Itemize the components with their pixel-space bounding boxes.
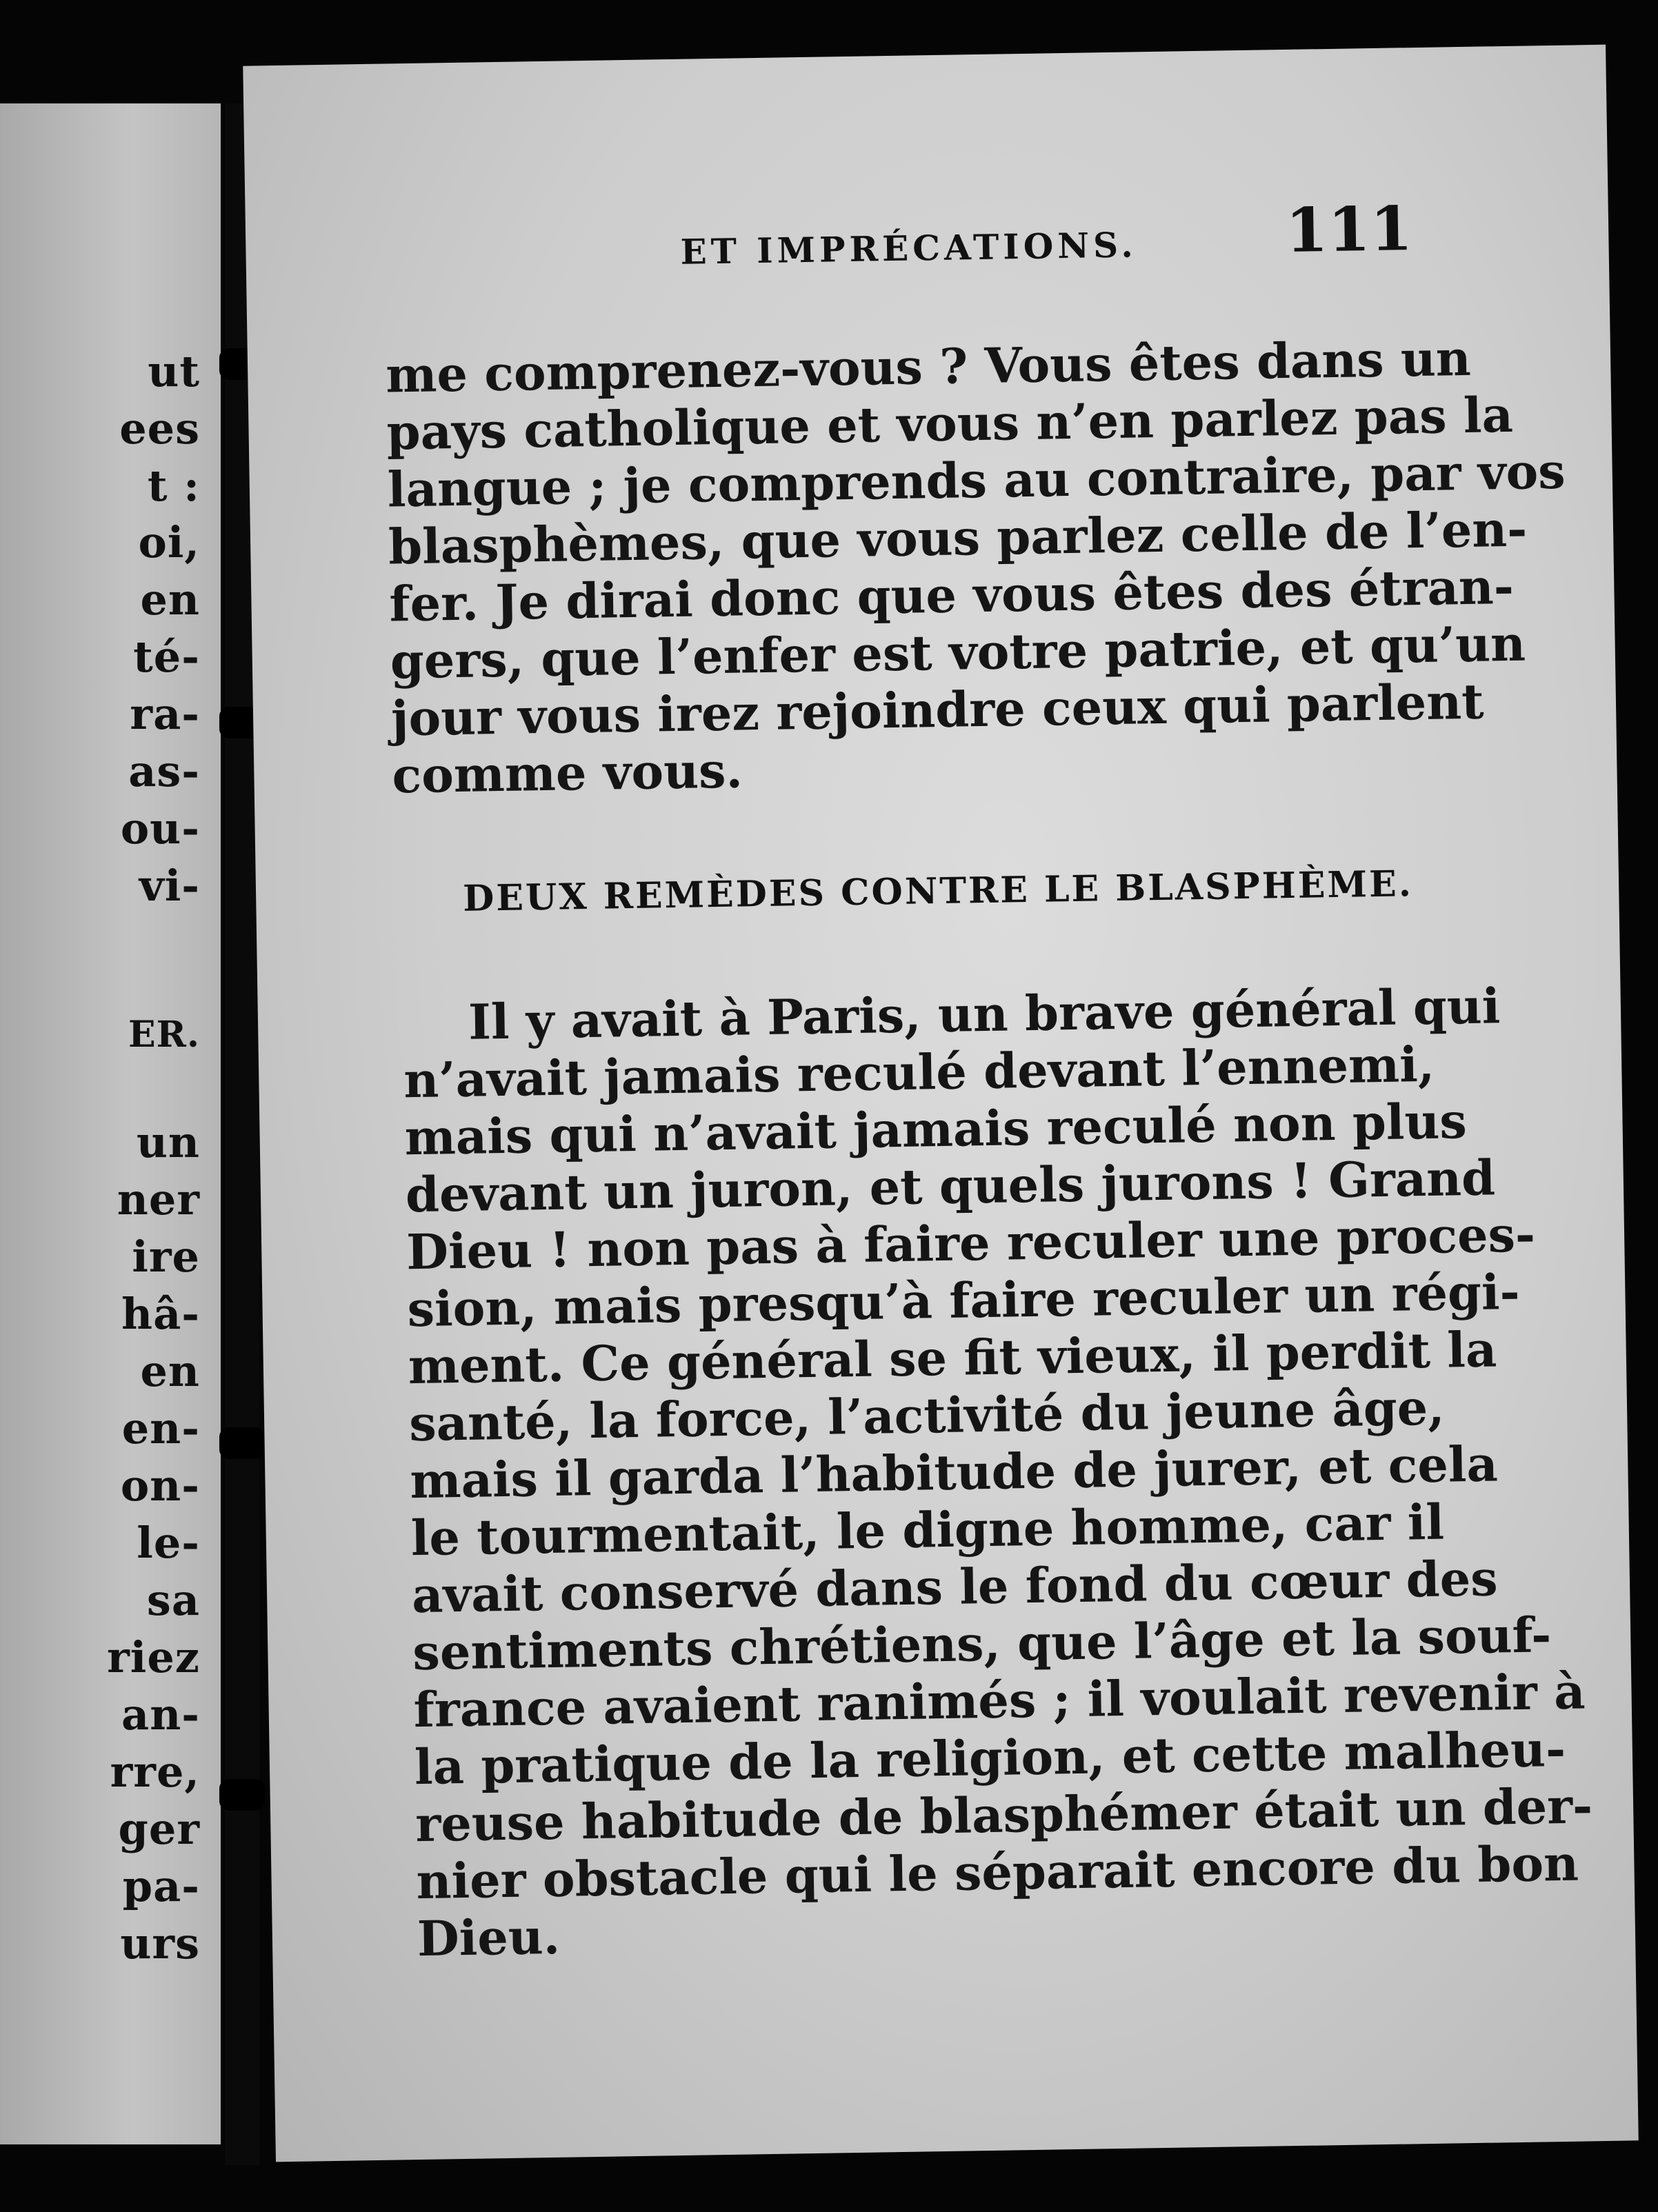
left-page-text-fragments xyxy=(0,103,221,2144)
text-line: avait conservé dans le fond du cœur des xyxy=(411,1549,1499,1625)
left-fragment: rre, xyxy=(110,1747,200,1797)
text-line: langue ; je comprends au contraire, par vos xyxy=(387,442,1566,519)
left-fragment: riez xyxy=(107,1632,200,1682)
left-fragment: t : xyxy=(147,461,200,511)
text-line: la pratique de la religion, et cette malheu- xyxy=(414,1720,1566,1796)
left-fragment: oi, xyxy=(138,517,200,567)
left-fragment: hâ- xyxy=(121,1289,200,1339)
text-line: sentiments chrétiens, que l’âge et la souf- xyxy=(412,1606,1552,1682)
left-fragment: vi- xyxy=(139,861,200,911)
left-fragment: ire xyxy=(132,1231,200,1282)
left-page xyxy=(0,103,221,2144)
page-number: 111 xyxy=(1285,192,1413,266)
left-fragment: ees xyxy=(119,403,200,454)
text-line: Dieu. xyxy=(417,1907,561,1968)
left-fragment: on- xyxy=(120,1460,200,1511)
text-line: santé, la force, l’activité du jeune âge, xyxy=(408,1378,1446,1453)
running-head: ET IMPRÉCATIONS. xyxy=(680,224,1138,272)
text-line: gers, que l’enfer est votre patrie, et qu’un xyxy=(390,614,1526,690)
left-fragment: as- xyxy=(128,746,200,796)
section-title: DEUX REMÈDES CONTRE LE BLASPHÈME. xyxy=(462,863,1414,920)
left-fragment: sa xyxy=(146,1575,200,1625)
text-line: pays catholique et vous n’en parlez pas la xyxy=(386,385,1514,461)
left-fragment: le- xyxy=(137,1518,200,1568)
text-line: mais il garda l’habitude de jurer, et cela xyxy=(409,1435,1499,1510)
text-line: reuse habitude de blasphémer était un der- xyxy=(415,1777,1593,1853)
text-line: nier obstacle qui le séparait encore du bon xyxy=(415,1834,1579,1911)
left-fragment: ou- xyxy=(120,803,200,854)
left-fragment: ner xyxy=(117,1174,200,1225)
left-fragment: en xyxy=(140,574,200,625)
left-fragment: ER. xyxy=(128,1014,200,1056)
text-line: Dieu ! non pas à faire reculer une proces- xyxy=(406,1205,1536,1281)
left-fragment: en- xyxy=(121,1403,200,1454)
left-fragment: en xyxy=(140,1346,200,1396)
text-line: comme vous. xyxy=(391,741,743,805)
left-fragment: urs xyxy=(120,1918,200,1969)
text-line: n’avait jamais reculé devant l’ennemi, xyxy=(403,1035,1435,1109)
left-fragment: ut xyxy=(148,346,200,396)
text-line: sion, mais presqu’à faire reculer un régi- xyxy=(406,1263,1521,1338)
left-fragment: té- xyxy=(133,632,200,682)
left-fragment: un xyxy=(136,1117,200,1167)
text-line: blasphèmes, que vous parlez celle de l’en- xyxy=(388,500,1528,576)
binding-stitch xyxy=(219,1427,265,1459)
text-line: fer. Je dirai donc que vous êtes des étran- xyxy=(388,557,1515,633)
text-line: me comprenez-vous ? Vous êtes dans un xyxy=(385,329,1472,404)
text-line: ment. Ce général se fit vieux, il perdit la xyxy=(408,1320,1497,1396)
right-page xyxy=(243,45,1639,2162)
text-line: Il y avait à Paris, un brave général qui xyxy=(468,977,1501,1051)
text-line: mais qui n’avait jamais reculé non plus xyxy=(404,1092,1468,1167)
left-fragment: pa- xyxy=(122,1861,200,1911)
binding-stitch xyxy=(219,1779,265,1811)
left-fragment: ger xyxy=(118,1804,200,1854)
paragraph-1 xyxy=(385,329,1566,805)
text-line: le tourmentait, le digne homme, car il xyxy=(410,1493,1445,1567)
left-fragment: an- xyxy=(121,1689,200,1740)
left-fragment: ra- xyxy=(130,689,200,739)
text-line: france avaient ranimés ; il voulait revenir à xyxy=(413,1662,1586,1739)
text-line: jour vous irez rejoindre ceux qui parlent xyxy=(390,672,1485,747)
paragraph-2 xyxy=(402,977,1593,1968)
text-line: devant un juron, et quels jurons ! Grand xyxy=(405,1149,1496,1224)
